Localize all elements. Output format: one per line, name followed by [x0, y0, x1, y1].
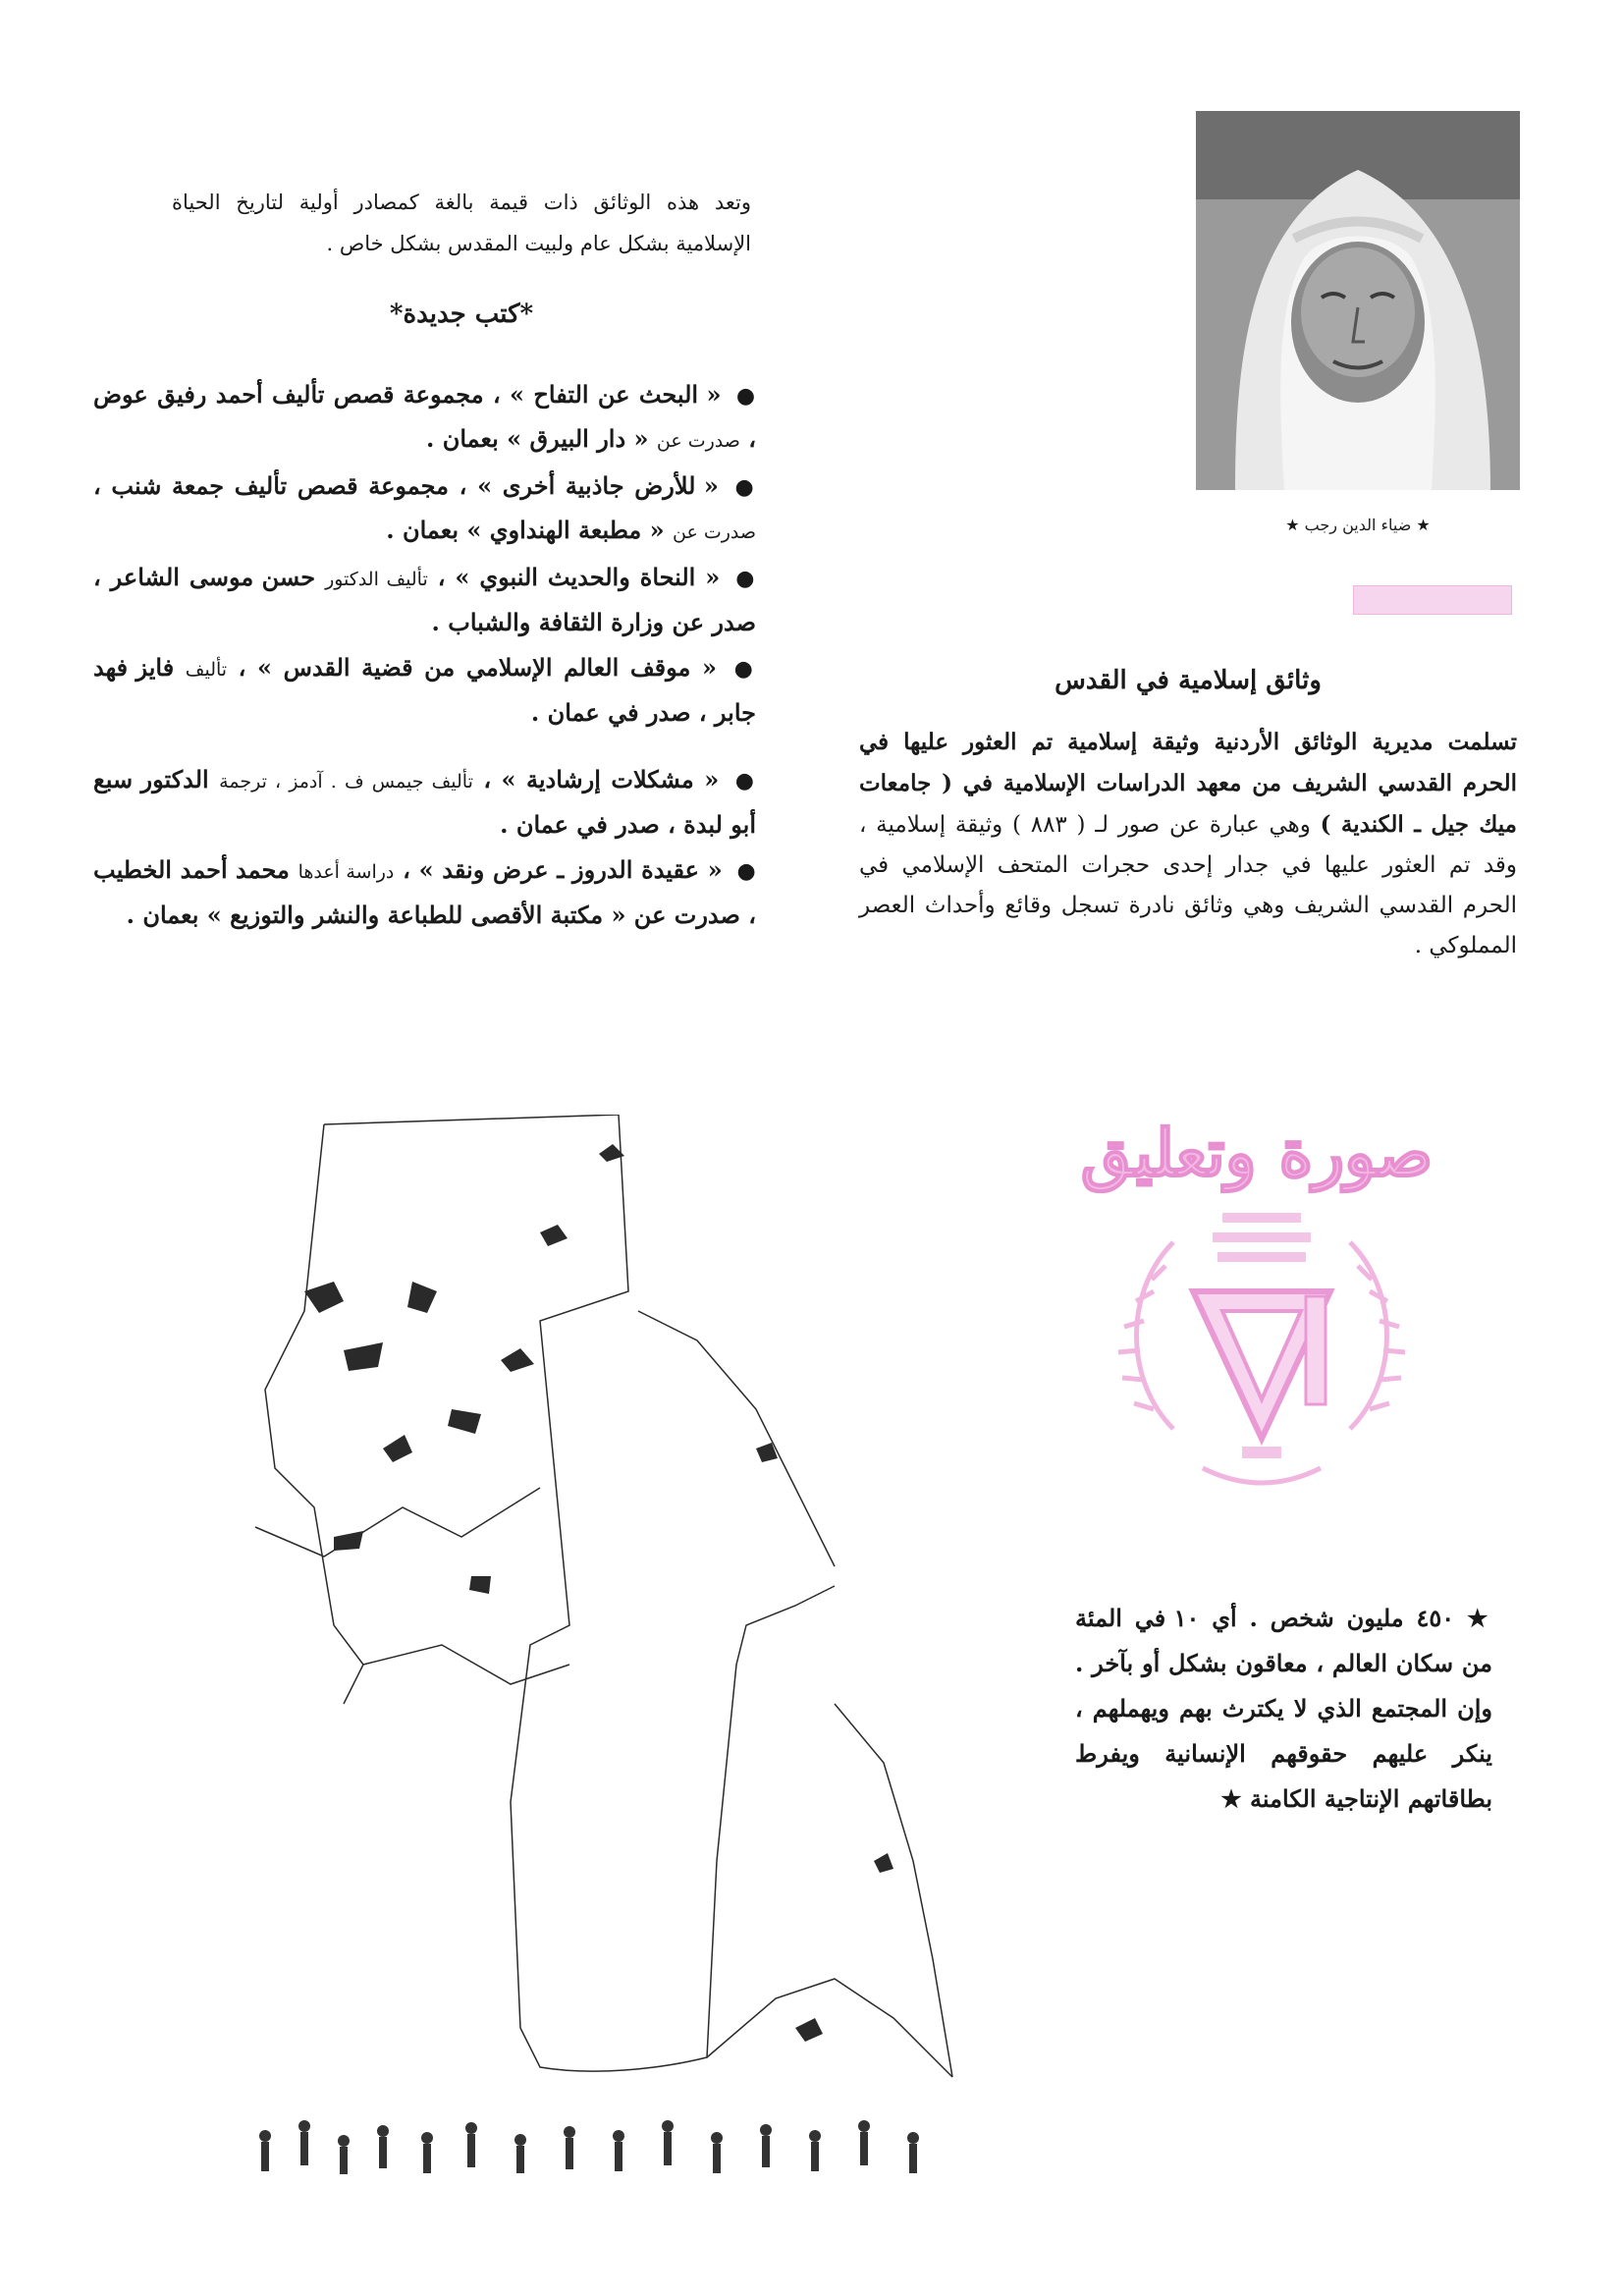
article-body — [859, 722, 1517, 966]
book-title: « النحاة والحديث النبوي » ، — [437, 563, 721, 591]
portrait-illustration — [1196, 111, 1520, 490]
book-title: « البحث عن التفاح » ، مجموعة قصص تأليف أحمد رفيق عوض ، — [93, 380, 756, 453]
book-note: تأليف — [185, 659, 228, 681]
book-item — [93, 556, 756, 644]
book-item — [93, 646, 756, 735]
bullet-icon: ● — [734, 768, 756, 793]
book-publisher: « مطبعة الهنداوي » بعمان . — [386, 516, 665, 544]
book-publisher: « دار البيرق » بعمان . — [426, 424, 649, 453]
photo-section-heading: صورة وتعليق — [1080, 1115, 1434, 1191]
book-item — [93, 848, 756, 937]
book-item — [93, 758, 756, 847]
book-publisher: حسن موسى الشاعر ، صدر عن وزارة الثقافة والشباب . — [93, 563, 756, 636]
book-note: دراسة أعدها — [298, 861, 395, 883]
article-text: وهي عبارة عن صور لـ ( ٨٨٣ ) وثيقة إسلامية ، وقد تم العثور عليها في جدار إحدى حجرات المتحف الإسلامي في الحرم القدسي الشريف وهي وثائق نادرة تسجل وقائع وأحداث العصر المملوكي . — [859, 812, 1517, 958]
photo-caption-text: ★ ٤٥٠ مليون شخص . أي ١٠ في المئة من سكان العالم ، معاقون بشكل أو بآخر . وإن المجتمع الذي لا يكترث بهم ويهملهم ، ينكر عليهم حقوقهم الإنسانية ويفرط بطاقاتهم الإنتاجية الكامنة ★ — [1075, 1604, 1493, 1813]
book-publisher: الدكتور سبع أبو لبدة ، صدر في عمان . — [93, 765, 756, 839]
bullet-icon: ● — [733, 656, 757, 682]
portrait-caption: ★ ضياء الدين رجب ★ — [1285, 516, 1431, 534]
photo-caption — [1075, 1596, 1492, 1822]
article-title: وثائق إسلامية في القدس — [1055, 666, 1322, 695]
emblem-icon — [1114, 1183, 1409, 1498]
book-item — [93, 373, 756, 463]
bullet-icon: ● — [734, 474, 757, 500]
bullet-icon: ● — [735, 383, 756, 409]
intro-paragraph: وتعد هذه الوثائق ذات قيمة بالغة كمصادر أولية لتاريخ الحياة الإسلامية بشكل عام ولبيت المقدس بشكل خاص . — [172, 191, 751, 255]
book-title: « للأرض جاذبية أخرى » ، مجموعة قصص تأليف جمعة شنب ، — [93, 471, 719, 500]
book-publisher: محمد أحمد الخطيب ، صدرت عن « مكتبة الأقصى للطباعة والنشر والتوزيع » بعمان . — [93, 855, 756, 929]
book-note: صدرت عن — [672, 521, 756, 543]
book-note: تأليف الدكتور — [325, 569, 428, 590]
books-section-heading: *كتب جديدة* — [389, 300, 534, 329]
books-list — [93, 373, 756, 939]
book-title: « موقف العالم الإسلامي من قضية القدس » ، — [238, 653, 717, 682]
bullet-icon: ● — [735, 566, 756, 591]
bullet-icon: ● — [736, 858, 756, 884]
book-title: « عقيدة الدروز ـ عرض ونقد » ، — [403, 855, 723, 884]
sketch-illustration — [245, 1115, 972, 2190]
book-item — [93, 465, 756, 554]
stamp-mark — [1353, 585, 1512, 615]
book-note: تأليف جيمس ف . آدمز ، ترجمة — [219, 771, 473, 793]
book-note: صدرت عن — [656, 430, 740, 452]
article-lead: تسلمت مديرية الوثائق الأردنية وثيقة إسلامية تم العثور عليها في الحرم القدسي الشريف من معهد الدراسات الإسلامية في ( جامعات ميك جيل ـ الكندية ) — [859, 729, 1518, 838]
book-publisher: فايز فهد جابر ، صدر في عمان . — [93, 653, 756, 727]
book-title: « مشكلات إرشادية » ، — [483, 765, 720, 793]
portrait-photo — [1196, 111, 1520, 490]
